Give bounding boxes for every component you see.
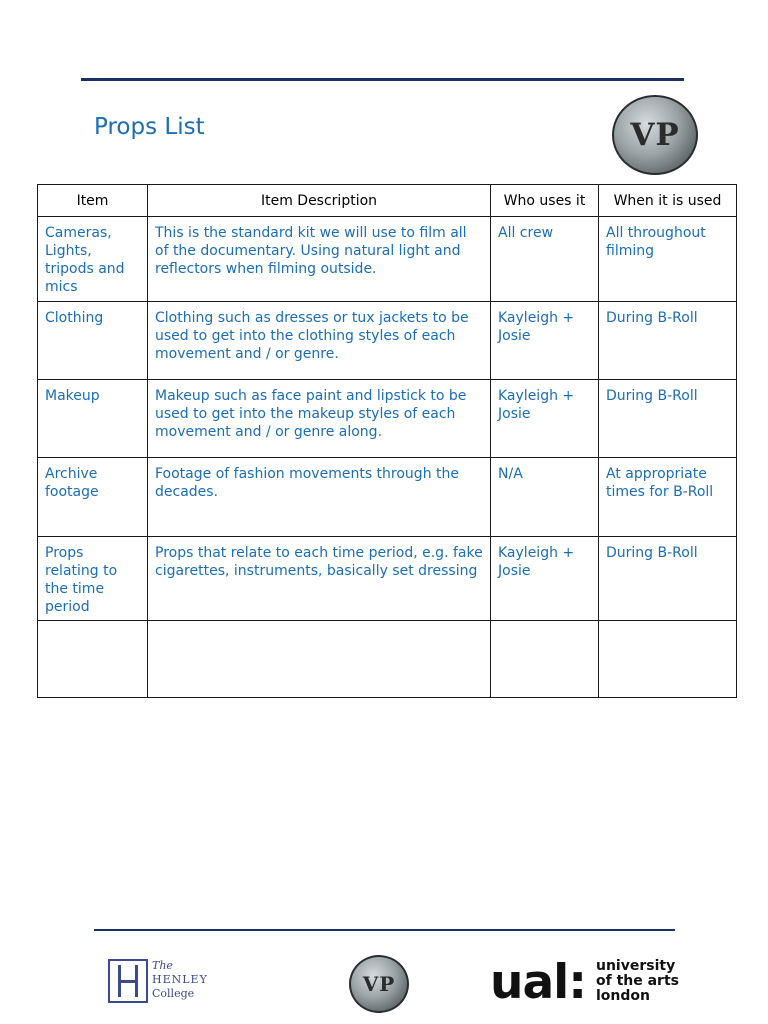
henley-college-logo — [108, 959, 208, 1003]
cell-description — [148, 621, 491, 698]
cell-when: All throughout filming — [599, 217, 737, 302]
cell-item: Cameras, Lights, tripods and mics — [38, 217, 148, 302]
henley-h-icon — [108, 959, 148, 1003]
cell-who: Kayleigh + Josie — [491, 537, 599, 621]
page-title: Props List — [94, 114, 205, 140]
cell-item: Props relating to the time period — [38, 537, 148, 621]
cell-description: Makeup such as face paint and lipstick to be used to get into the makeup styles of each movement and / or genre along. — [148, 380, 491, 458]
cell-item: Clothing — [38, 302, 148, 380]
vp-footer-logo: VP — [349, 955, 409, 1013]
cell-when — [599, 621, 737, 698]
header-item: Item — [38, 185, 148, 217]
table-row — [38, 537, 737, 621]
ual-line-1: university — [596, 958, 676, 974]
henley-line-3: College — [152, 987, 195, 1000]
ual-wordmark: ual: — [490, 955, 587, 1010]
header-item-description: Item Description — [148, 185, 491, 217]
table-header-row — [38, 185, 737, 217]
header-when-it-is-used: When it is used — [599, 185, 737, 217]
table-row — [38, 458, 737, 537]
cell-who — [491, 621, 599, 698]
cell-who: Kayleigh + Josie — [491, 380, 599, 458]
cell-item — [38, 621, 148, 698]
table-row — [38, 621, 737, 698]
cell-item: Makeup — [38, 380, 148, 458]
henley-line-2: HENLEY — [152, 973, 208, 986]
cell-who: Kayleigh + Josie — [491, 302, 599, 380]
cell-when: At appropriate times for B-Roll — [599, 458, 737, 537]
cell-item: Archive footage — [38, 458, 148, 537]
henley-line-1: The — [152, 959, 173, 972]
cell-who: N/A — [491, 458, 599, 537]
cell-when: During B-Roll — [599, 302, 737, 380]
ual-line-3: london — [596, 988, 650, 1004]
table-row — [38, 217, 737, 302]
vp-logo: VP — [612, 95, 698, 175]
cell-description: Footage of fashion movements through the decades. — [148, 458, 491, 537]
cell-who: All crew — [491, 217, 599, 302]
ual-name — [596, 959, 679, 1004]
table-row — [38, 302, 737, 380]
footer-rule — [94, 929, 675, 931]
cell-description: This is the standard kit we will use to film all of the documentary. Using natural light and reflectors when filming outside. — [148, 217, 491, 302]
cell-description: Clothing such as dresses or tux jackets to be used to get into the clothing styles of each movement and / or genre. — [148, 302, 491, 380]
header-who-uses-it: Who uses it — [491, 185, 599, 217]
cell-when: During B-Roll — [599, 537, 737, 621]
cell-when: During B-Roll — [599, 380, 737, 458]
cell-description: Props that relate to each time period, e.g. fake cigarettes, instruments, basically set dressing — [148, 537, 491, 621]
henley-wordmark — [152, 959, 208, 1001]
props-table — [37, 184, 737, 698]
header-rule — [81, 78, 684, 81]
ual-line-2: of the arts — [596, 973, 679, 989]
table-row — [38, 380, 737, 458]
